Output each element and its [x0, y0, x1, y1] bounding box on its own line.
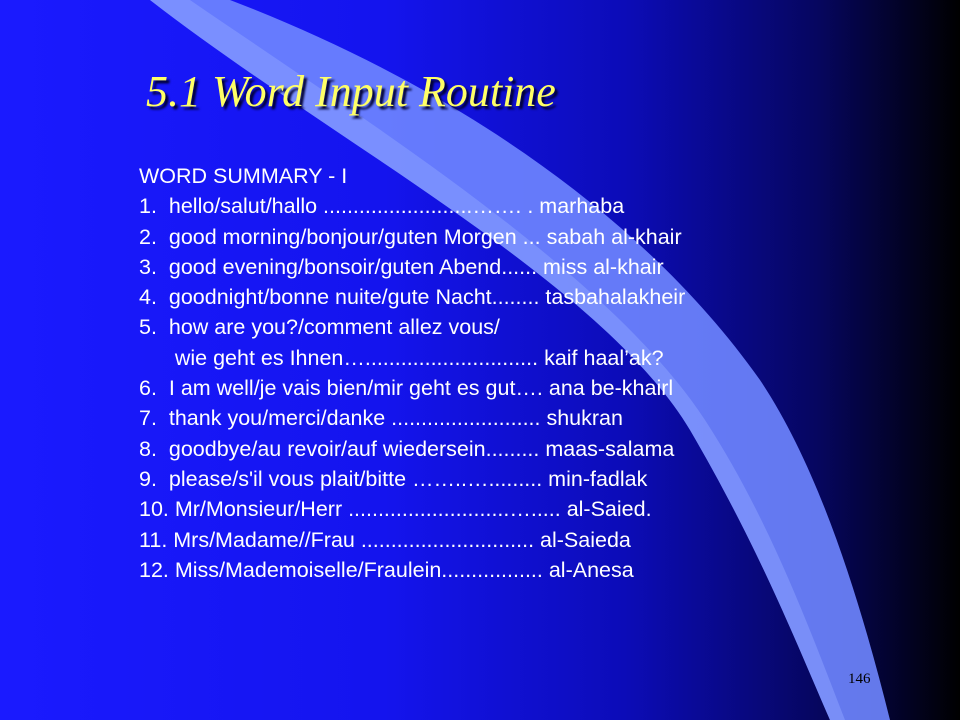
- list-item: 11. Mrs/Madame//Frau ............................. al-Saieda: [139, 527, 631, 552]
- list-item: 8. goodbye/au revoir/auf wiedersein......... maas-salama: [139, 436, 675, 461]
- list-item: 10. Mr/Monsieur/Herr ...........................…..... al-Saied.: [139, 497, 652, 522]
- word-summary-list: [139, 161, 685, 585]
- list-item: 3. good evening/bonsoir/guten Abend...... miss al-khair: [139, 254, 664, 279]
- slide-title: 5.1 Word Input Routine: [146, 67, 556, 116]
- list-item: 6. I am well/je vais bien/mir geht es gut…. ana be-khairl: [139, 376, 674, 401]
- list-item-continuation: wie geht es Ihnen…............................. kaif haal’ak?: [139, 345, 664, 370]
- list-item: 5. how are you?/comment allez vous/: [139, 315, 500, 340]
- list-item: 4. goodnight/bonne nuite/gute Nacht........ tasbahalakheir: [139, 285, 686, 310]
- list-item: 2. good morning/bonjour/guten Morgen ... sabah al-khair: [139, 224, 682, 249]
- list-item: 1. hello/salut/hallo .........................……. . marhaba: [139, 194, 625, 219]
- list-item: 12. Miss/Mademoiselle/Fraulein................. al-Anesa: [139, 557, 634, 582]
- list-item: 9. please/s'il vous plait/bitte ……..…......... min-fadlak: [139, 466, 648, 491]
- page-number: 146: [848, 671, 871, 687]
- list-item: 7. thank you/merci/danke ......................... shukran: [139, 406, 623, 431]
- word-summary-heading: WORD SUMMARY - I: [139, 164, 348, 188]
